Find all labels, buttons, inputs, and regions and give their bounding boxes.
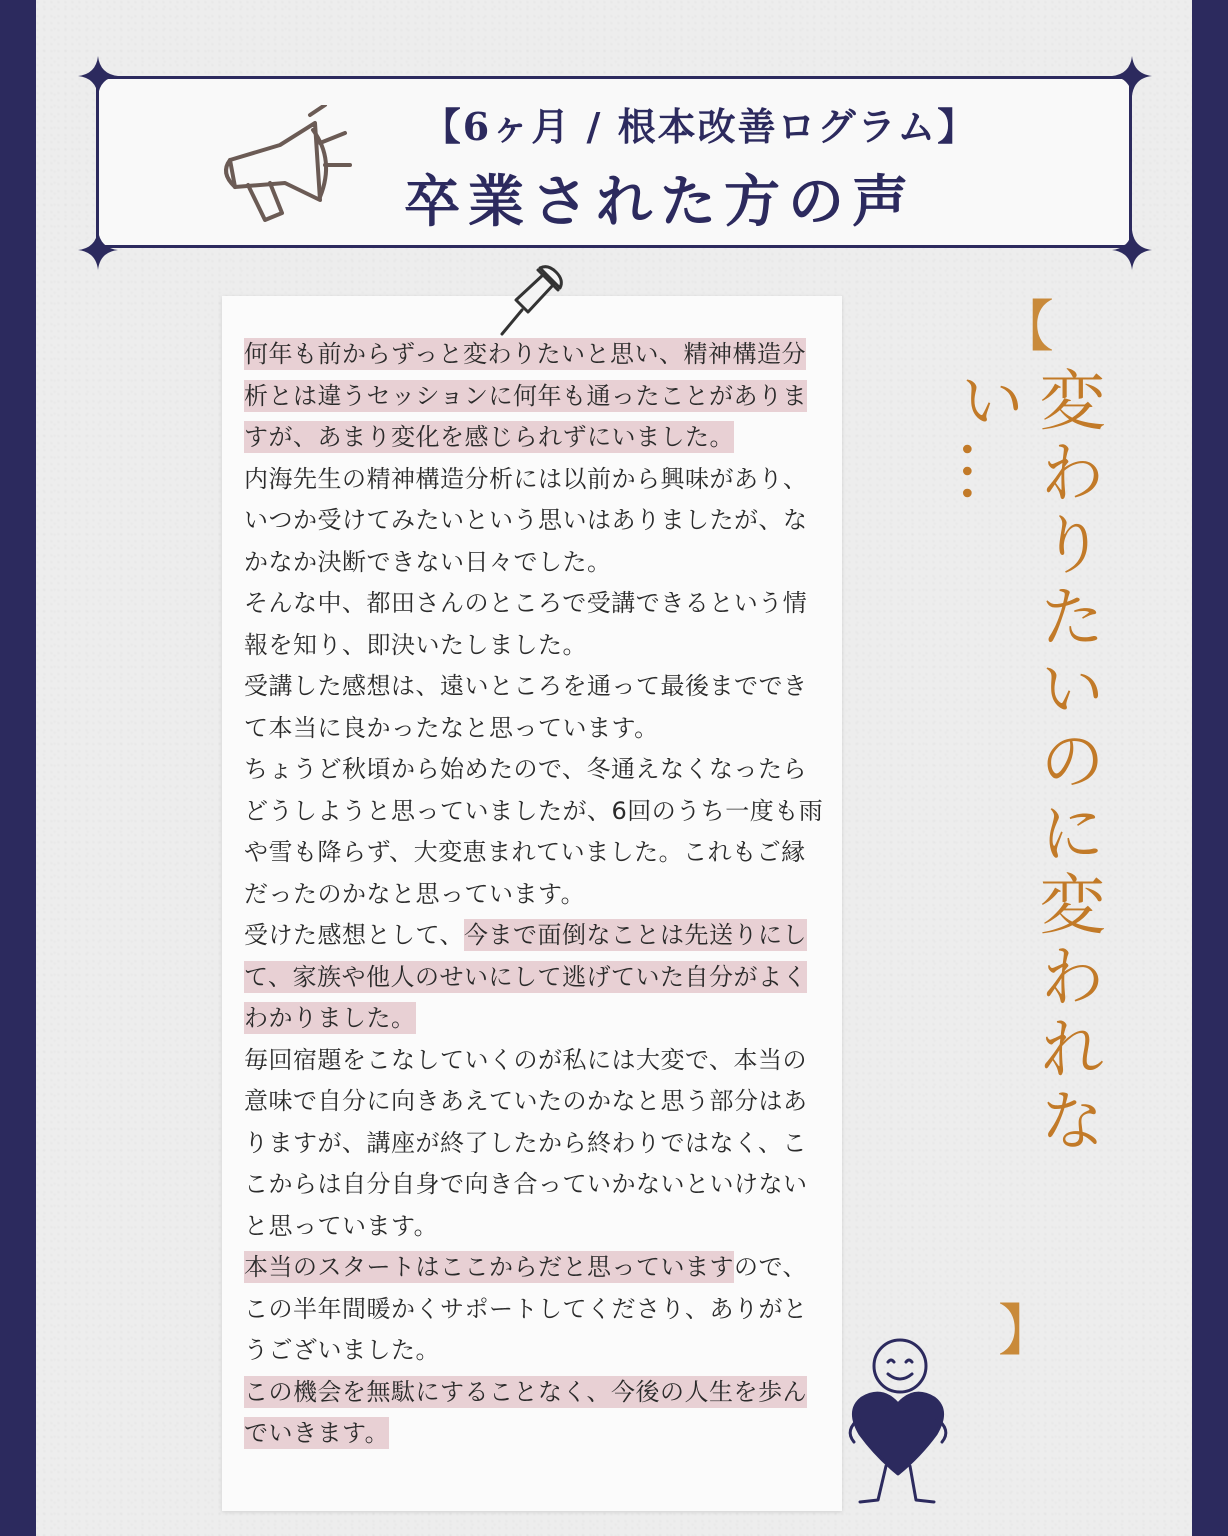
- paragraph-text: ので、この半年間暖かくサポートしてくださり、ありがとうございました。: [244, 1253, 808, 1364]
- highlighted-text: 今まで面倒なことは先送りにして、家族や他人のせいにして逃げていた自分がよくわかりました。: [244, 921, 808, 1032]
- paragraph-text: 受けた感想として、: [244, 921, 465, 949]
- testimonial-paragraph: [244, 749, 824, 915]
- testimonial-paragraph: [244, 1040, 824, 1248]
- sparkle-icon: [1112, 56, 1152, 96]
- side-open-bracket: 【: [998, 295, 1054, 360]
- highlighted-text: 何年も前からずっと変わりたいと思い、精神構造分析とは違うセッションに何年も通ったことがありますが、あまり変化を感じられずにいました。: [244, 340, 808, 451]
- highlighted-text: この機会を無駄にすることなく、今後の人生を歩んでいきます。: [244, 1377, 808, 1447]
- paragraph-text: 毎回宿題をこなしていくのが私には大変で、本当の意味で自分に向きあえていたのかなと思う部分はありますが、講座が終了したから終わりではなく、ここからは自分自身で向き合っていかないといけないと思っています。: [244, 1045, 808, 1240]
- side-vertical-text: 変わりたいのに変われない…: [948, 366, 1105, 1158]
- paragraph-text: 受講した感想は、遠いところを通って最後までできて本当に良かったなと思っています。: [244, 672, 808, 742]
- testimonial-paragraph: [244, 459, 824, 584]
- header-subtitle: 【6ヶ月 / 根本改善ログラム】: [422, 104, 978, 149]
- highlighted-text: 本当のスタートはここからだと思っています: [244, 1253, 734, 1281]
- testimonial-paragraph: [244, 334, 824, 459]
- paragraph-text: そんな中、都田さんのところで受講できるという情報を知り、即決いたしました。: [244, 589, 808, 659]
- pushpin-icon: [496, 262, 566, 338]
- sparkle-icon: [1112, 230, 1152, 270]
- side-caption: [948, 295, 1105, 1364]
- paragraph-text: ちょうど秋頃から始めたので、冬通えなくなったらどうしようと思っていましたが、6回のうち一度も雨や雪も降らず、大変恵まれていました。これもご縁だったのかなと思っています。: [244, 755, 824, 908]
- sparkle-icon: [78, 56, 118, 96]
- header-title: 卒業された方の声: [404, 169, 916, 235]
- testimonial-text: [244, 334, 824, 1455]
- testimonial-paragraph: [244, 583, 824, 666]
- side-close-bracket: 】: [998, 1299, 1054, 1364]
- testimonial-paragraph: [244, 1372, 824, 1455]
- testimonial-paragraph: [244, 666, 824, 749]
- sparkle-icon: [78, 230, 118, 270]
- heart-character-icon: [838, 1338, 958, 1514]
- paragraph-text: 内海先生の精神構造分析には以前から興味があり、いつか受けてみたいという思いはありましたが、なかなか決断できない日々でした。: [244, 464, 808, 576]
- testimonial-paragraph: [244, 915, 824, 1040]
- megaphone-icon: [210, 105, 360, 235]
- testimonial-paragraph: [244, 1247, 824, 1372]
